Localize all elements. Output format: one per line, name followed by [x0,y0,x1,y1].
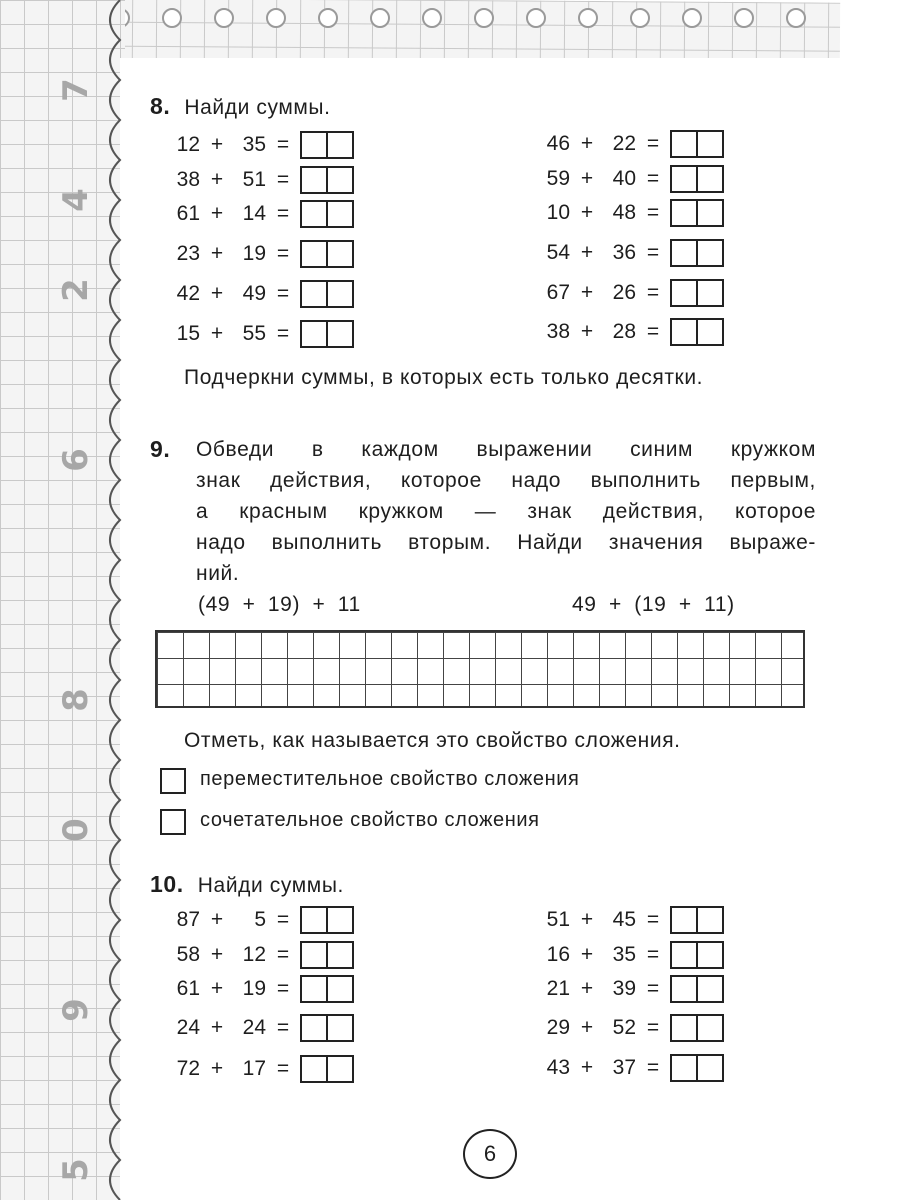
expression-right: 49 + (19 + 11) [572,593,735,616]
task8-left-row-4 [168,240,354,268]
operand-b: 28 [612,320,636,343]
answer-box[interactable] [300,975,354,1003]
plus-sign: + [210,322,224,345]
answer-box[interactable] [300,906,354,934]
task9-line: ний. [196,562,240,585]
answer-box[interactable] [670,1014,724,1042]
answer-box[interactable] [300,941,354,969]
operand-a: 43 [546,1056,570,1079]
answer-grid[interactable] [155,630,805,708]
doodle-digit: 2 [55,278,96,302]
task10-heading [150,871,344,898]
answer-box[interactable] [300,1014,354,1042]
equals-sign: = [276,133,290,156]
operand-a: 51 [546,908,570,931]
task8-heading [150,93,331,120]
answer-box[interactable] [670,239,724,267]
doodle-digit: 9 [55,998,96,1022]
option-checkbox-associative[interactable] [160,809,186,835]
answer-box[interactable] [670,130,724,158]
operand-a: 61 [176,202,200,225]
equals-sign: = [646,908,660,931]
task9-line: Обведи в каждом выражении синим кружком [196,438,816,461]
equals-sign: = [646,132,660,155]
operand-b: 40 [612,167,636,190]
operand-b: 39 [612,977,636,1000]
option-label: сочетательное свойство сложения [200,809,540,831]
answer-box[interactable] [670,199,724,227]
task9-number: 9. [150,436,171,462]
answer-box[interactable] [300,1055,354,1083]
operand-a: 12 [176,133,200,156]
answer-box[interactable] [300,240,354,268]
plus-sign: + [580,320,594,343]
task8-left-row-3 [168,200,354,228]
equals-sign: = [276,1016,290,1039]
operand-b: 55 [242,322,266,345]
equals-sign: = [646,167,660,190]
task8-left-row-5 [168,280,354,308]
answer-box[interactable] [300,131,354,159]
operand-b: 37 [612,1056,636,1079]
answer-box[interactable] [670,165,724,193]
answer-box[interactable] [300,200,354,228]
operand-a: 24 [176,1016,200,1039]
operand-a: 54 [546,241,570,264]
plus-sign: + [580,132,594,155]
equals-sign: = [646,977,660,1000]
operand-a: 58 [176,943,200,966]
task8-left-row-1 [168,131,354,159]
equals-sign: = [276,168,290,191]
task8-right-row-4 [538,239,724,267]
option-label: переместительное свойство сложения [200,768,580,790]
operand-a: 59 [546,167,570,190]
doodle-digit: 5 [55,1158,96,1182]
doodle-digit: 7 [55,78,96,102]
expression-left: (49 + 19) + 11 [198,593,361,616]
plus-sign: + [210,977,224,1000]
plus-sign: + [210,242,224,265]
doodle-digit: 6 [55,448,96,472]
doodle-digit: 0 [55,818,96,842]
plus-sign: + [210,202,224,225]
operand-a: 87 [176,908,200,931]
plus-sign: + [210,1016,224,1039]
plus-sign: + [210,168,224,191]
plus-sign: + [210,908,224,931]
operand-b: 22 [612,132,636,155]
task8-number: 8. [150,93,171,119]
equals-sign: = [276,908,290,931]
task9-instruction [196,434,816,589]
operand-a: 10 [546,201,570,224]
equals-sign: = [646,943,660,966]
equals-sign: = [646,241,660,264]
equals-sign: = [276,977,290,1000]
operand-b: 19 [242,977,266,1000]
task8-right-row-3 [538,199,724,227]
task8-title: Найди суммы. [184,96,331,119]
task10-left-row-2 [168,941,354,969]
operand-b: 5 [254,908,266,931]
operand-a: 29 [546,1016,570,1039]
plus-sign: + [580,241,594,264]
operand-a: 23 [176,242,200,265]
plus-sign: + [580,908,594,931]
answer-box[interactable] [670,906,724,934]
answer-box[interactable] [300,320,354,348]
task9-line: а красным кружком — знак действия, которое [196,500,816,523]
task10-left-row-4 [168,1014,354,1042]
task9-line: знак действия, которое надо выполнить первым, [196,469,816,492]
operand-b: 45 [612,908,636,931]
equals-sign: = [646,320,660,343]
operand-a: 16 [546,943,570,966]
answer-box[interactable] [670,941,724,969]
task8-right-row-5 [538,279,724,307]
doodle-digit: 8 [55,688,96,712]
plus-sign: + [580,201,594,224]
operand-b: 14 [242,202,266,225]
task8-right-row-1 [538,130,724,158]
operand-a: 72 [176,1057,200,1080]
operand-b: 12 [242,943,266,966]
operand-b: 35 [242,133,266,156]
operand-b: 49 [242,282,266,305]
operand-b: 35 [612,943,636,966]
task8-right-row-2 [538,165,724,193]
answer-box[interactable] [670,318,724,346]
doodle-digit: 4 [55,188,96,212]
answer-box[interactable] [670,1054,724,1082]
task10-right-row-2 [538,941,724,969]
task9-line: надо выполнить вторым. Найди значения выраже- [196,531,816,554]
answer-box[interactable] [300,166,354,194]
equals-sign: = [276,242,290,265]
equals-sign: = [646,201,660,224]
task8-left-row-2 [168,166,354,194]
operand-a: 61 [176,977,200,1000]
task10-left-row-5 [168,1055,354,1083]
task9-question: Отметь, как называется это свойство сложения. [184,729,681,752]
plus-sign: + [210,943,224,966]
operand-b: 26 [612,281,636,304]
plus-sign: + [580,1056,594,1079]
operand-a: 46 [546,132,570,155]
answer-box[interactable] [300,280,354,308]
task8-right-row-6 [538,318,724,346]
page-number: 6 [463,1129,517,1179]
plus-sign: + [580,167,594,190]
equals-sign: = [646,1056,660,1079]
answer-box[interactable] [670,279,724,307]
task10-number: 10. [150,871,184,897]
operand-b: 36 [612,241,636,264]
equals-sign: = [276,202,290,225]
task10-title: Найди суммы. [197,874,344,897]
task10-right-row-3 [538,975,724,1003]
equals-sign: = [276,1057,290,1080]
task8-instruction: Подчеркни суммы, в которых есть только десятки. [184,366,704,389]
plus-sign: + [580,977,594,1000]
wavy-edge [95,0,135,1200]
plus-sign: + [580,281,594,304]
option-checkbox-associative-commutative[interactable] [160,768,186,794]
equals-sign: = [276,322,290,345]
operand-a: 67 [546,281,570,304]
equals-sign: = [646,1016,660,1039]
operand-a: 42 [176,282,200,305]
operand-a: 15 [176,322,200,345]
task10-left-row-3 [168,975,354,1003]
equals-sign: = [276,282,290,305]
answer-box[interactable] [670,975,724,1003]
task10-right-row-1 [538,906,724,934]
operand-b: 52 [612,1016,636,1039]
operand-a: 21 [546,977,570,1000]
notebook-rings [90,2,840,52]
plus-sign: + [580,943,594,966]
operand-a: 38 [176,168,200,191]
equals-sign: = [276,943,290,966]
task8-left-row-6 [168,320,354,348]
task10-left-row-1 [168,906,354,934]
task10-right-row-4 [538,1014,724,1042]
plus-sign: + [580,1016,594,1039]
plus-sign: + [210,133,224,156]
operand-b: 17 [242,1057,266,1080]
operand-b: 19 [242,242,266,265]
operand-b: 24 [242,1016,266,1039]
plus-sign: + [210,1057,224,1080]
operand-a: 38 [546,320,570,343]
plus-sign: + [210,282,224,305]
equals-sign: = [646,281,660,304]
task10-right-row-5 [538,1054,724,1082]
operand-b: 51 [242,168,266,191]
operand-b: 48 [612,201,636,224]
